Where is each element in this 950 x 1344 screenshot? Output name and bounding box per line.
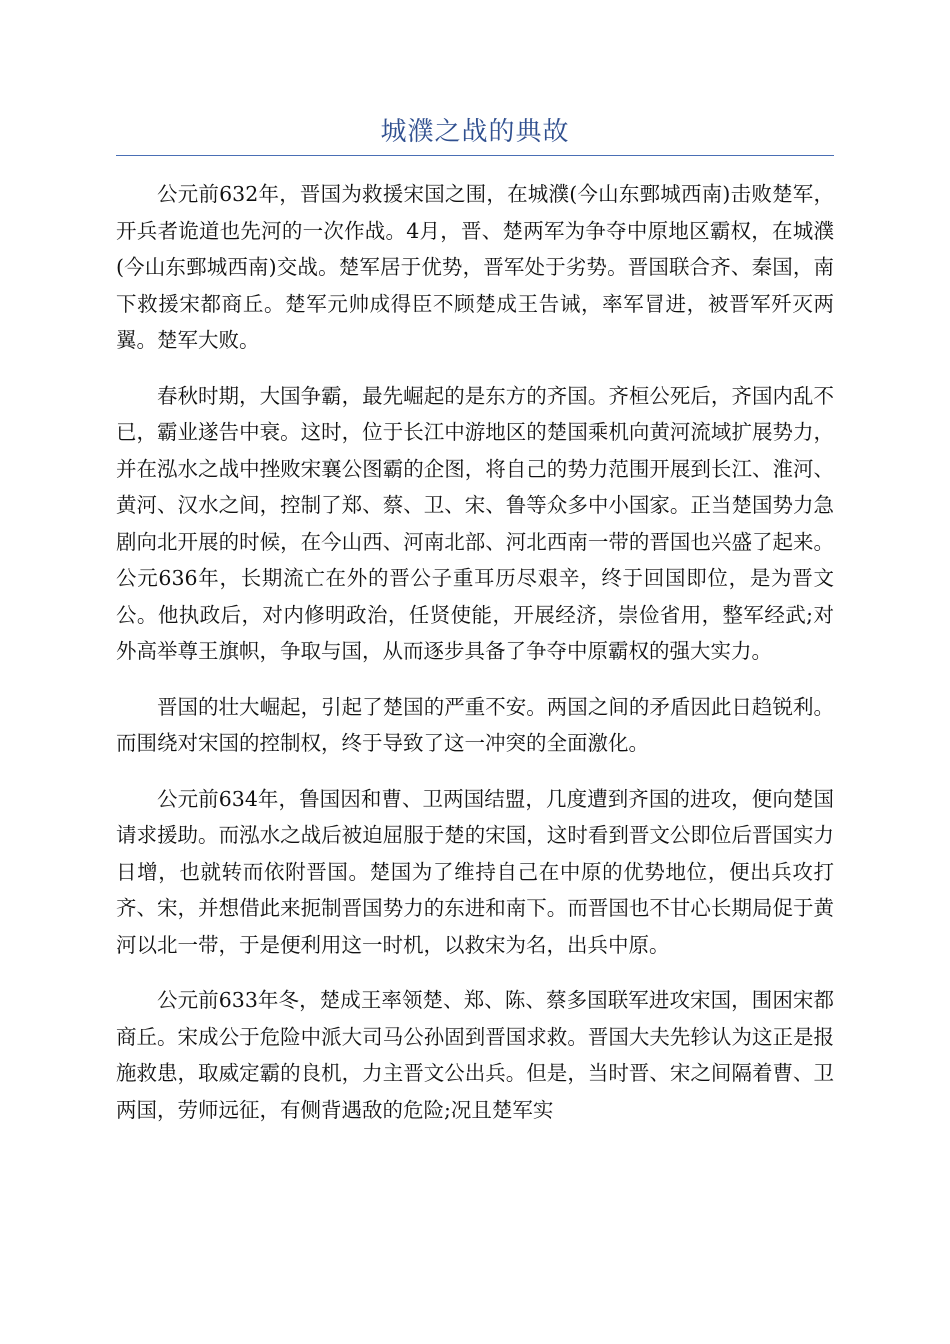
document-title: 城濮之战的典故 [380, 117, 570, 147]
paragraph-3: 晋国的壮大崛起，引起了楚国的严重不安。两国之间的矛盾因此日趋锐利。而围绕对宋国的控制权，终于导致了这一冲突的全面激化。 [116, 694, 834, 755]
document-body [116, 176, 834, 1147]
paragraph-4: 公元前634年，鲁国因和曹、卫两国结盟，几度遭到齐国的进攻，便向楚国请求援助。而泓水之战后被迫屈服于楚的宋国，这时看到晋文公即位后晋国实力日增，也就转而依附晋国。楚国为了维持自己在中原的优势地位，便出兵攻打齐、宋，并想借此来扼制晋国势力的东进和南下。而晋国也不甘心长期局促于黄河以北一带，于是便利用这一时机，以救宋为名，出兵中原。 [116, 786, 834, 957]
paragraph-5: 公元前633年冬，楚成王率领楚、郑、陈、蔡多国联军进攻宋国，围困宋都商丘。宋成公于危险中派大司马公孙固到晋国求救。晋国大夫先轸认为这正是报施救患，取威定霸的良机，力主晋文公出兵。但是，当时晋、宋之间隔着曹、卫两国，劳师远征，有侧背遇敌的危险;况且楚军实 [116, 988, 834, 1122]
paragraph-2: 春秋时期，大国争霸，最先崛起的是东方的齐国。齐桓公死后，齐国内乱不已，霸业遂告中衰。这时，位于长江中游地区的楚国乘机向黄河流域扩展势力，并在泓水之战中挫败宋襄公图霸的企图，将自己的势力范围开展到长江、淮河、黄河、汉水之间，控制了郑、蔡、卫、宋、鲁等众多中小国家。正当楚国势力急剧向北开展的时候，在今山西、河南北部、河北西南一带的晋国也兴盛了起来。公元636年，长期流亡在外的晋公子重耳历尽艰辛，终于回国即位，是为晋文公。他执政后，对内修明政治，任贤使能，开展经济，崇俭省用，整军经武;对外高举尊王旗帜，争取与国，从而逐步具备了争夺中原霸权的强大实力。 [116, 383, 834, 663]
title-underline [116, 155, 834, 156]
paragraph-1: 公元前632年，晋国为救援宋国之围，在城濮(今山东鄄城西南)击败楚军，开兵者诡道也先河的一次作战。4月，晋、楚两军为争夺中原地区霸权，在城濮(今山东鄄城西南)交战。楚军居于优势，晋军处于劣势。晋国联合齐、秦国，南下救援宋都商丘。楚军元帅成得臣不顾楚成王告诫，率军冒进，被晋军歼灭两翼。楚军大败。 [116, 182, 834, 352]
